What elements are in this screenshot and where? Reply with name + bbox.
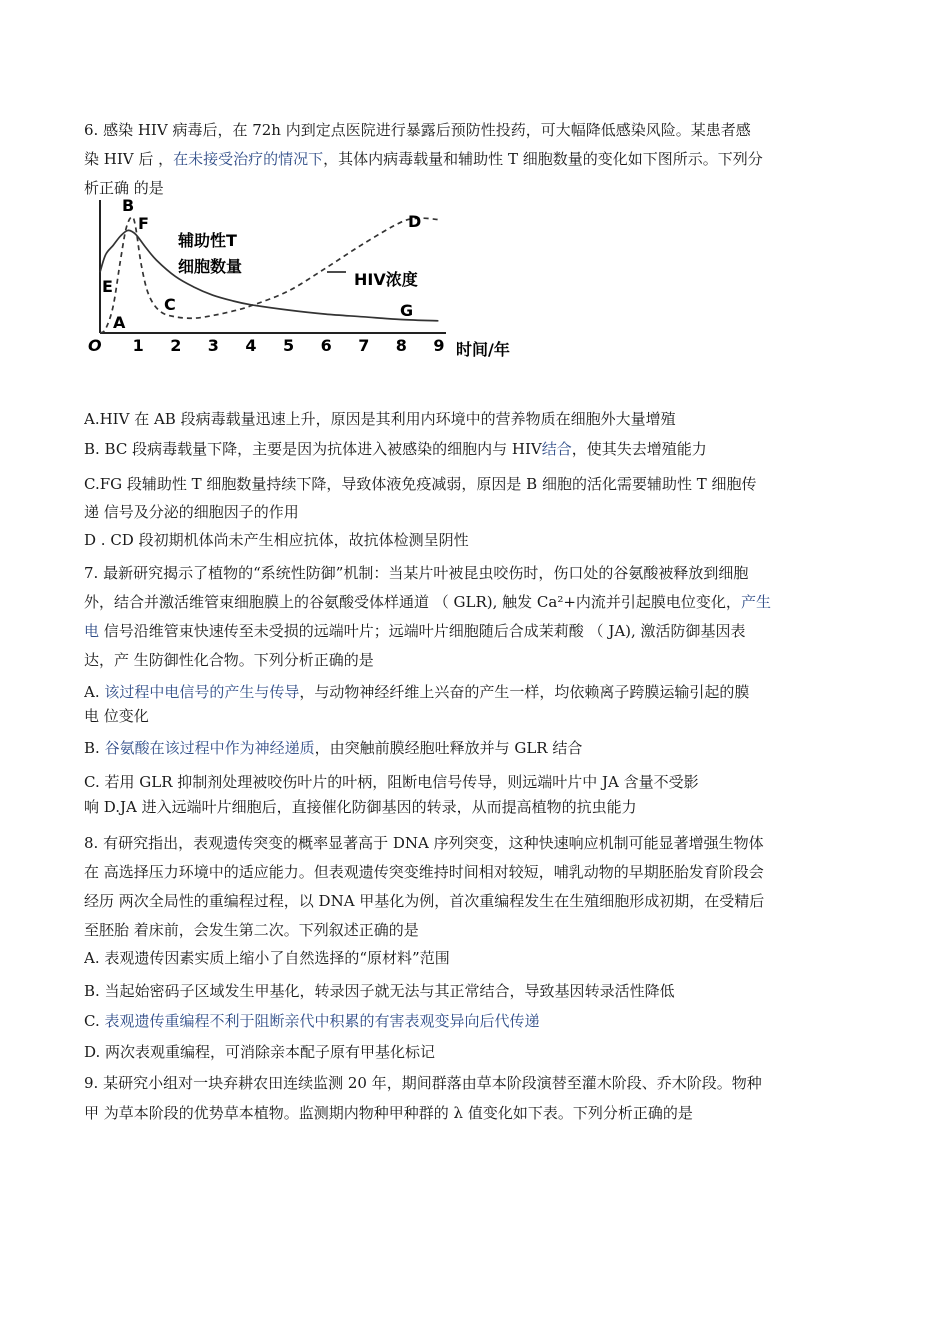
x-tick-label: 5 — [283, 336, 295, 355]
x-tick-label: 9 — [433, 336, 445, 355]
q7-option-a-line-1 — [84, 682, 874, 702]
q6-stem-highlight: 在未接受治疗的情况下 — [173, 150, 324, 168]
q6-stem-part: ，其体内病毒载量和辅助性 T 细胞数量的变化如下图所示。下列分 — [323, 150, 763, 168]
q6-stem-line-3: 析正确 的是 — [84, 179, 164, 197]
x-tick-label: 1 — [132, 336, 144, 355]
q7-option-a-label: A. — [84, 683, 100, 701]
point-label-d: D — [408, 212, 422, 231]
q6-stem-part: 染 HIV 后 ， — [84, 150, 174, 168]
q8-stem-line-3: 经历 两次全局性的重编程过程，以 DNA 甲基化为例，首次重编程发生在生殖细胞形成初期，在受精后 — [84, 892, 765, 910]
q7-stem-highlight: 产生 — [740, 593, 771, 611]
q7-stem-highlight: 电 — [84, 622, 100, 640]
q8-option-c-highlight: 表观遗传重编程不利于阻断亲代中积累的有害表观变异向后代传递 — [99, 1012, 540, 1030]
q6-stem-line-2 — [84, 149, 874, 169]
x-tick-label: O — [88, 336, 102, 355]
x-axis-label: 时间/年 — [456, 340, 510, 359]
q8-option-c-label: C. — [84, 1012, 100, 1030]
q7-stem-line-3 — [84, 621, 874, 641]
q7-option-b-highlight: 谷氨酸在该过程中作为神经递质 — [99, 739, 315, 757]
x-tick-label: 2 — [170, 336, 182, 355]
x-tick-label: 6 — [320, 336, 332, 355]
q9-stem-line-1: 9. 某研究小组对一块弃耕农田连续监测 20 年，期间群落由草本阶段演替至灌木阶段、乔木阶段。物种 — [84, 1074, 762, 1092]
q6-option-c-line-2: 递 信号及分泌的细胞因子的作用 — [84, 503, 299, 521]
q7-stem-part: 信号沿维管束快速传至未受损的远端叶片；远端叶片细胞随后合成茉莉酸 （ JA), 激活防御基因表 — [99, 622, 746, 640]
x-tick-label: 7 — [358, 336, 370, 355]
q8-option-b: B. 当起始密码子区域发生甲基化，转录因子就无法与其正常结合，导致基因转录活性降低 — [84, 982, 675, 1000]
hiv-chart — [84, 188, 524, 368]
chart-axes — [100, 200, 446, 333]
q7-option-a-line-2: 电 位变化 — [84, 707, 149, 725]
q6-option-b-part: ，使其失去增殖能力 — [571, 440, 707, 458]
q8-option-c — [84, 1011, 874, 1031]
q6-option-b-highlight: 结合 — [541, 440, 572, 458]
point-label-g: G — [400, 301, 414, 320]
q7-stem-line-2 — [84, 592, 874, 612]
point-label-a: A — [113, 313, 126, 332]
legend-t-cells-line-1: 辅助性T — [178, 231, 237, 250]
point-label-b: B — [122, 196, 135, 215]
x-tick-label: 4 — [245, 336, 257, 355]
q7-stem-part: 外，结合并激活维管束细胞膜上的谷氨酸受体样通道 （ GLR), 触发 Ca²+内流并引起膜电位变化， — [84, 593, 741, 611]
q7-option-b-label: B. — [84, 739, 100, 757]
q6-option-a: A.HIV 在 AB 段病毒载量迅速上升，原因是其利用内环境中的营养物质在细胞外大量增殖 — [84, 410, 676, 428]
q7-option-c-d: 响 D.JA 进入远端叶片细胞后，直接催化防御基因的转录，从而提高植物的抗虫能力 — [84, 798, 637, 816]
q9-stem-line-2: 甲 为草本阶段的优势草本植物。监测期内物种甲种群的 λ 值变化如下表。下列分析正确的是 — [84, 1104, 693, 1122]
q7-option-b-part: ，由突触前膜经胞吐释放并与 GLR 结合 — [314, 739, 583, 757]
q6-stem-line-1: 6. 感染 HIV 病毒后，在 72h 内到定点医院进行暴露后预防性投药，可大幅降低感染风险。某患者感 — [84, 121, 751, 139]
legend-t-cells-line-2: 细胞数量 — [178, 257, 243, 276]
point-label-e: E — [102, 277, 113, 296]
x-tick-label: 3 — [207, 336, 219, 355]
x-tick-label: 8 — [395, 336, 407, 355]
q8-option-a: A. 表观遗传因素实质上缩小了自然选择的“原材料”范围 — [84, 949, 450, 967]
point-label-c: C — [164, 295, 176, 314]
q7-stem-line-4: 达，产 生防御性化合物。下列分析正确的是 — [84, 651, 374, 669]
point-label-f: F — [138, 214, 149, 233]
q7-option-c: C. 若用 GLR 抑制剂处理被咬伤叶片的叶柄，阻断电信号传导，则远端叶片中 JA 含量不受影 — [84, 773, 699, 791]
q6-option-b-part: B. BC 段病毒载量下降，主要是因为抗体进入被感染的细胞内与 HIV — [84, 440, 542, 458]
q8-stem-line-2: 在 高选择压力环境中的适应能力。但表观遗传突变维持时间相对较短，哺乳动物的早期胚胎发育阶段会 — [84, 863, 764, 881]
q7-option-b — [84, 738, 874, 758]
q8-option-d: D. 两次表观重编程，可消除亲本配子原有甲基化标记 — [84, 1043, 436, 1061]
x-ticks — [88, 336, 445, 355]
q7-option-a-highlight: 该过程中电信号的产生与传导 — [99, 683, 300, 701]
q8-stem-line-1: 8. 有研究指出，表观遗传突变的概率显著高于 DNA 序列突变，这种快速响应机制可能显著增强生物体 — [84, 834, 764, 852]
q6-option-b — [84, 439, 874, 459]
q7-stem-line-1: 7. 最新研究揭示了植物的“系统性防御”机制：当某片叶被昆虫咬伤时，伤口处的谷氨酸被释放到细胞 — [84, 564, 749, 582]
legend-hiv: HIV浓度 — [354, 270, 418, 289]
q6-option-c-line-1: C.FG 段辅助性 T 细胞数量持续下降，导致体液免疫减弱，原因是 B 细胞的活化需要辅助性 T 细胞传 — [84, 475, 757, 493]
q7-option-a-part: ，与动物神经纤维上兴奋的产生一样，均依赖离子跨膜运输引起的膜 — [299, 683, 750, 701]
q6-option-d: D . CD 段初期机体尚未产生相应抗体，故抗体检测呈阴性 — [84, 531, 469, 549]
q8-stem-line-4: 至胚胎 着床前，会发生第二次。下列叙述正确的是 — [84, 921, 419, 939]
